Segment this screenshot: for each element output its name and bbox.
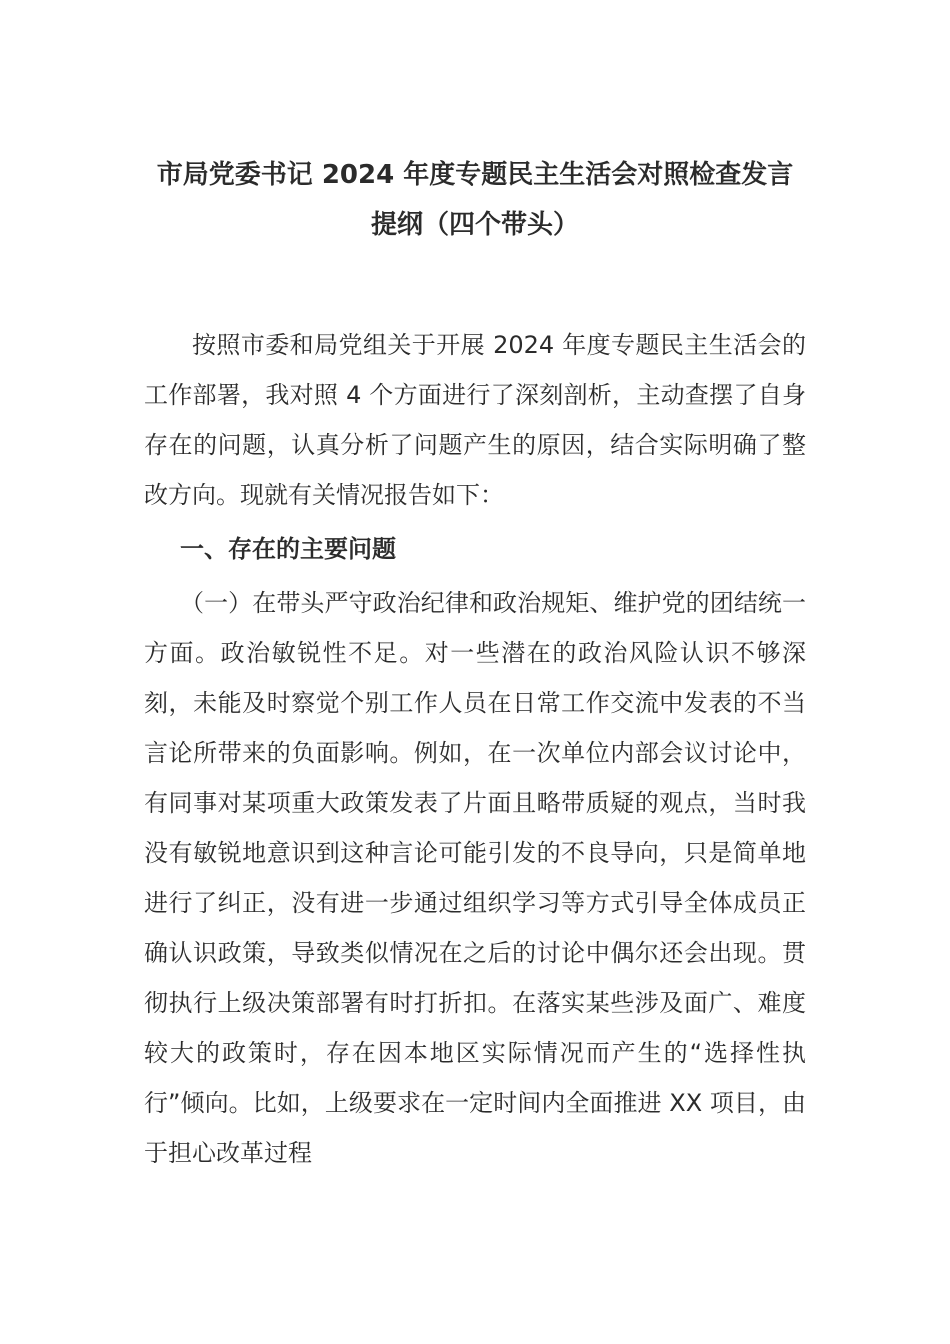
intro-paragraph: 按照市委和局党组关于开展 2024 年度专题民主生活会的工作部署，我对照 4 个方面进行了深刻剖析，主动查摆了自身存在的问题，认真分析了问题产生的原因，结合实际明确了整改方向。现就有关情况报告如下：: [144, 331, 806, 509]
document-body: [144, 320, 806, 1178]
document-page: [144, 0, 806, 1344]
subsection-paragraph-political-discipline: （一）在带头严守政治纪律和政治规矩、维护党的团结统一方面。政治敏锐性不足。对一些潜在的政治风险认识不够深刻，未能及时察觉个别工作人员在日常工作交流中发表的不当言论所带来的负面影响。例如，在一次单位内部会议讨论中，有同事对某项重大政策发表了片面且略带质疑的观点，当时我没有敏锐地意识到这种言论可能引发的不良导向，只是简单地进行了纠正，没有进一步通过组织学习等方式引导全体成员正确认识政策，导致类似情况在之后的讨论中偶尔还会出现。贯彻执行上级决策部署有时打折扣。在落实某些涉及面广、难度较大的政策时，存在因本地区实际情况而产生的“选择性执行”倾向。比如，上级要求在一定时间内全面推进 XX 项目，由于担心改革过程: [144, 589, 806, 1167]
document-title: 市局党委书记 2024 年度专题民主生活会对照检查发言提纲（四个带头）: [156, 160, 794, 240]
section-heading-main-problems: 一、存在的主要问题: [180, 535, 396, 563]
